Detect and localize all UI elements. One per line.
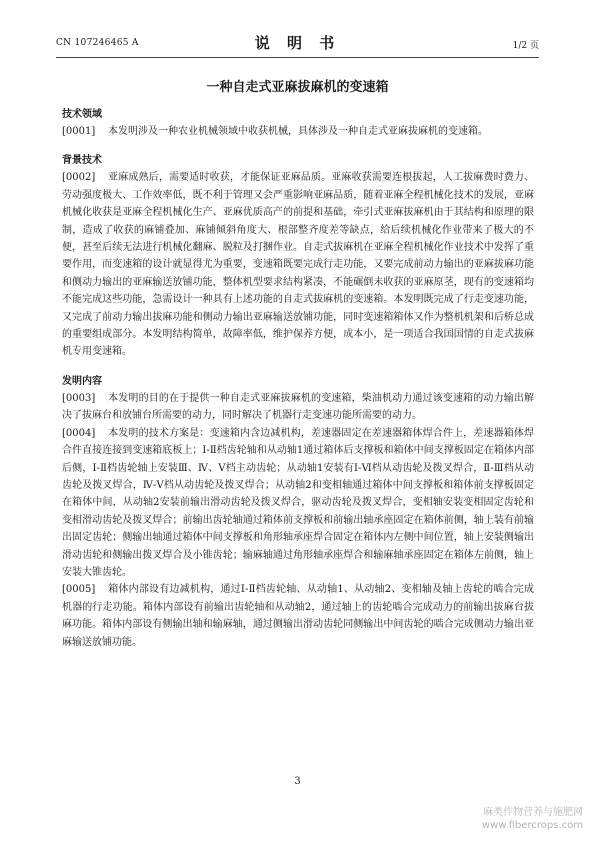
paragraph-number: [0004] — [62, 427, 96, 439]
page-number: 3 — [294, 776, 301, 787]
paragraph-text: 本发明涉及一种农业机械领域中收获机械，具体涉及一种自走式亚麻拔麻机的变速箱。 — [108, 126, 488, 137]
document-body — [62, 106, 534, 651]
watermark-name: 麻类作物营养与施肥网 — [483, 807, 583, 818]
paragraph-number: [0005] — [62, 584, 96, 596]
document-title: 一种自走式亚麻拔麻机的变速箱 — [206, 80, 389, 95]
section-heading-background: 背景技术 — [62, 155, 102, 167]
page-info: 1/2 页 — [512, 41, 539, 51]
paragraph-text: 亚麻成熟后，需要适时收获，才能保证亚麻品质。亚麻收获需要连根拔起，人工拔麻费时费力、劳动强度极大、工作效率低，既不利于管理又会严重影响亚麻品质，随着亚麻全程机械化技术的发展，亚麻机械化收获是亚麻全程机械化生产、亚麻优质高产的前提和基础，牵引式亚麻拔麻机由于其结构和原理的限制，造成了收获的麻铺叠加、麻铺倾斜角度大、根部整齐度差等缺点，给后续机械化作业带来了极大的不便，甚至后续无法进行机械化翻麻、脱粒及打捆作业。自走式拔麻机在亚麻全程机械化作业技术中发挥了重要作用，而变速箱的设计就显得尤为重要，变速箱既要完成行走功能，又要完成前动力输出的亚麻拔麻功能和侧动力输出的亚麻输送放铺功能，整体机型要求结构紧凑，不能碾倒未收获的亚麻原茎，现有的变速箱均不能完成这些功能，急需设计一种具有上述功能的自走式拔麻机的变速箱。本发明既完成了行走变速功能，又完成了前动力输出拔麻功能和侧动力输出亚麻输送放铺功能，同时变速箱箱体又作为整机机架和后桥总成的重要组成部分。本发明结构简单，故障率低，维护保养方便，成本小，是一项适合我国国情的自走式拔麻机专用变速箱。 — [62, 172, 534, 358]
paragraph-text: 箱体内部设有边减机构，通过Ⅰ-Ⅱ档齿轮轴、从动轴1、从动轴2、变相轴及轴上齿轮的啮合完成机器的行走功能。箱体内部设有前输出齿轮轴和从动轴2，通过轴上的齿轮啮合完成动力的前输出拔麻台拔麻功能。箱体内部设有侧输出轴和输麻轴，通过侧输出滑动齿轮同侧输出中间齿轮的啮合完成侧动力输出亚麻输送放铺功能。 — [62, 584, 534, 648]
paragraph — [62, 169, 534, 360]
paragraph-number: [0001] — [62, 126, 96, 137]
header-divider — [56, 57, 539, 58]
paragraph — [62, 123, 534, 140]
page-header — [56, 30, 539, 56]
paragraph — [62, 390, 534, 425]
paragraph — [62, 581, 534, 651]
paragraph-number: [0003] — [62, 392, 96, 404]
paragraph-number: [0002] — [62, 172, 96, 184]
document-type: 说 明 书 — [254, 34, 341, 52]
section-heading-invention: 发明内容 — [62, 375, 102, 387]
watermark-url: www.fibercrops.com — [481, 820, 583, 831]
watermark — [482, 806, 583, 832]
paragraph-text: 本发明的技术方案是：变速箱内含边减机构，差速器固定在差速器箱体焊合件上，差速器箱体焊合件直接连接到变速箱底板上；Ⅰ-Ⅱ档齿轮轴和从动轴1通过箱体后支撑板和箱体中间支撑板固定在箱体内部后侧，Ⅰ-Ⅱ档齿轮轴上安装Ⅲ、Ⅳ、Ⅴ档主动齿轮；从动轴1安装有Ⅰ-Ⅵ档从动齿轮及拨叉焊合，Ⅱ-Ⅲ档从动齿轮及拨叉焊合，Ⅳ-Ⅴ档从动齿轮及拨叉焊合；从动轴2和变相轴通过箱体中间支撑板和箱体前支撑板固定在箱体中间，从动轴2安装前输出滑动齿轮及拨叉焊合，驱动齿轮及拨叉焊合，变相轴安装变相固定齿轮和变相滑动齿轮及拨叉焊合；前输出齿轮轴通过箱体前支撑板和前输出轴承座固定在箱体前侧，轴上装有前输出固定齿轮；侧输出轴通过箱体中间支撑板和角形轴承座焊合固定在箱体内左侧中间位置，轴上安装侧输出滑动齿轮和侧输出拨叉焊合及小锥齿轮；输麻轴通过角形轴承座焊合和输麻轴承座固定在箱体左前侧，轴上安装大锥齿轮。 — [62, 427, 534, 578]
paragraph — [62, 425, 534, 582]
section-heading-tech-field: 技术领域 — [62, 109, 102, 120]
patent-number: CN 107246465 A — [56, 38, 139, 48]
paragraph-text: 本发明的目的在于提供一种自走式亚麻拔麻机的变速箱，柴油机动力通过该变速箱的动力输出解决了拔麻台和放铺台所需要的动力，同时解决了机器行走变速功能所需要的动力。 — [62, 392, 534, 422]
